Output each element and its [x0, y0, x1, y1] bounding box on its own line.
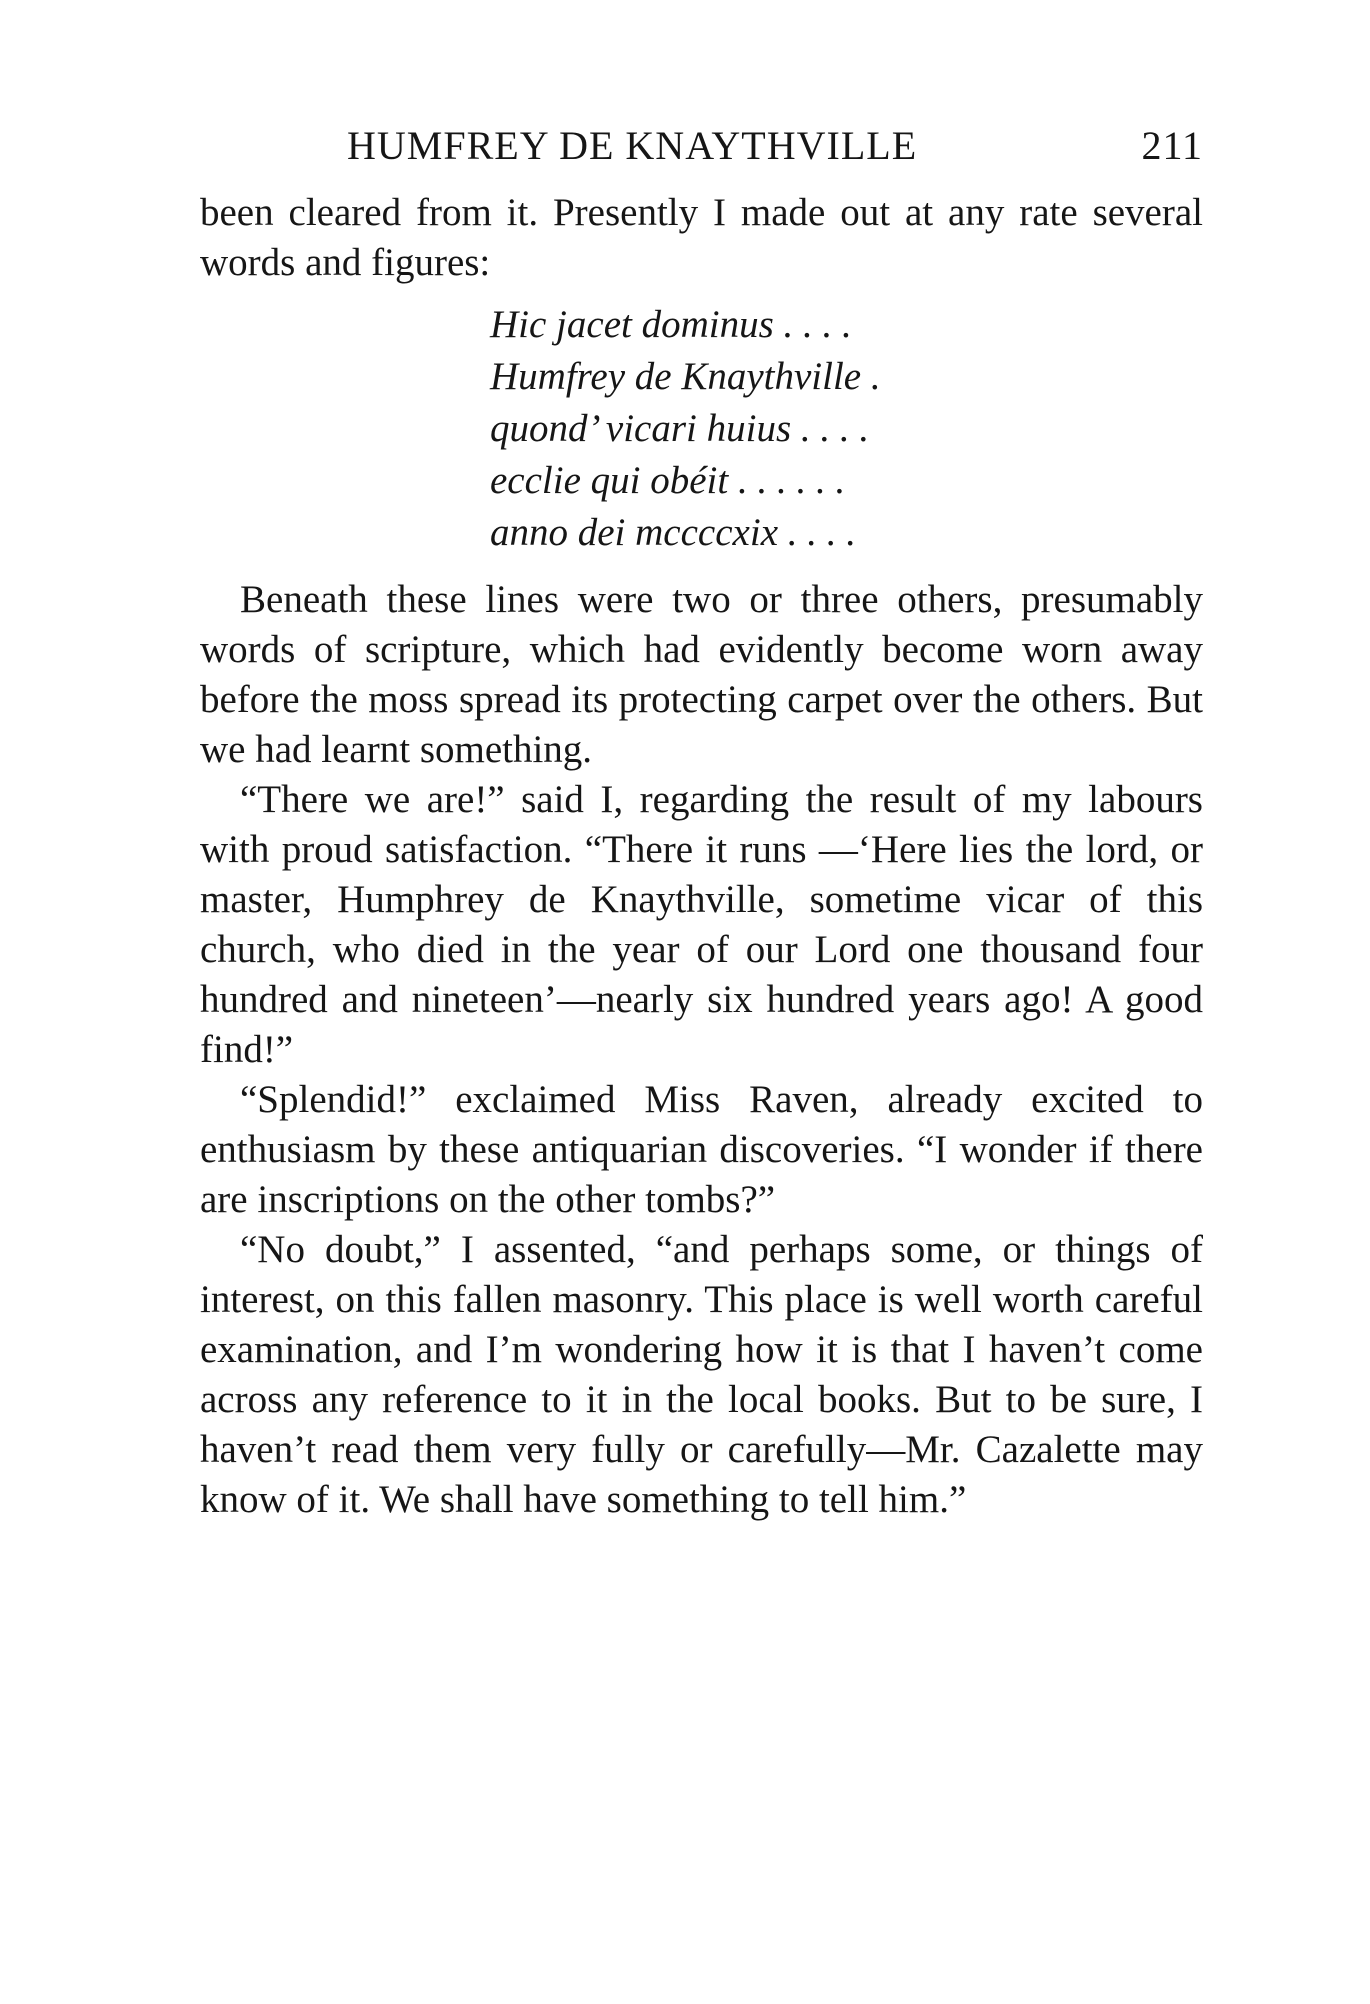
page-header: [200, 122, 1203, 182]
paragraph: “There we are!” said I, regarding the result of my labours with proud satisfaction. “There it runs —‘Here lies the lord, or master, Humphrey de Knaythville, sometime vicar of this church, who died in the year of our Lord one thousand four hundred and nineteen’—nearly six hundred years ago! A good find!”: [200, 778, 1203, 1071]
body-text: [200, 188, 1203, 1525]
page-number: 211: [1141, 123, 1203, 168]
inscription-line: anno dei mccccxix . . . .: [490, 511, 857, 554]
paragraph: “Splendid!” exclaimed Miss Raven, already excited to enthusiasm by these antiquarian discoveries. “I wonder if there are inscriptions on the other tombs?”: [200, 1078, 1203, 1221]
inscription-line: Humfrey de Knaythville .: [490, 355, 881, 398]
paragraph: Beneath these lines were two or three others, presumably words of scripture, which had evidently become worn away before the moss spread its protecting carpet over the others. But we had learnt something.: [200, 578, 1203, 771]
running-title: HUMFREY DE KNAYTHVILLE: [347, 123, 918, 168]
inscription-line: quond’ vicari huius . . . .: [490, 407, 870, 450]
inscription-line: ecclie qui obéit . . . . . .: [490, 459, 846, 502]
paragraph: “No doubt,” I assented, “and perhaps some, or things of interest, on this fallen masonry. This place is well worth careful examination, and I’m wondering how it is that I haven’t come across any reference to it in the local books. But to be sure, I haven’t read them very fully or carefully—Mr. Cazalette may know of it. We shall have something to tell him.”: [200, 1228, 1203, 1521]
tomb-inscription: [490, 299, 1203, 559]
inscription-line: Hic jacet dominus . . . .: [490, 303, 852, 346]
opening-paragraph: been cleared from it. Presently I made out at any rate several words and figures:: [200, 191, 1203, 284]
